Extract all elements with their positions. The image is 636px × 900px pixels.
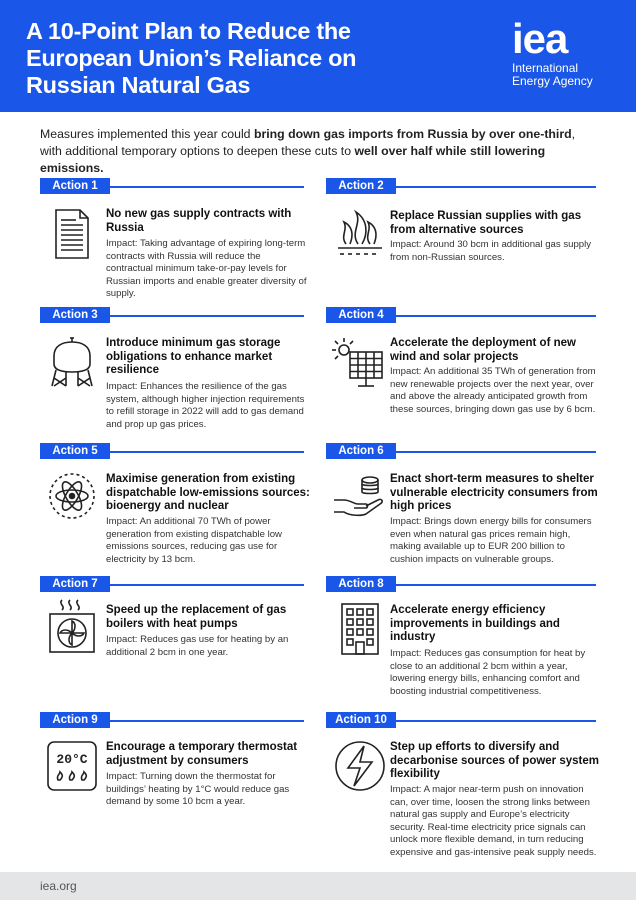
building-icon [332, 600, 388, 656]
action-3-impact: Impact: Enhances the resilience of the gas system, although higher injection requirements to refill storage in 2022 will add to gas demand and prop up gas prices. [106, 381, 305, 430]
intro-text [40, 126, 600, 177]
action-3-header [40, 307, 304, 323]
action-6-impact: Impact: Brings down energy bills for consumers even when natural gas prices remain high, making available up to EUR 200 billion to cushion impacts on vulnerable groups. [390, 516, 592, 565]
action-6-header [326, 443, 596, 459]
intro-part1: Measures implemented this year could [40, 127, 254, 141]
action-4-header [326, 307, 596, 323]
action-9-impact: Impact: Turning down the thermostat for buildings’ heating by 1°C would reduce gas demand by some 10 bcm a year. [106, 771, 290, 807]
action-2-impact: Impact: Around 30 bcm in additional gas supply from non-Russian sources. [390, 239, 592, 263]
action-8-tag: Action 8 [326, 576, 396, 592]
action-10-impact: Impact: A major near-term push on innovation can, over time, loosen the strong links between natural gas supply and Europe’s electricity security. Real-time electricity price signals can unlock more flexible demand, in turn reducing expensive and gas-intensive peak supply needs. [390, 784, 597, 858]
divider [396, 720, 596, 722]
lightning-bolt-icon [332, 738, 388, 794]
action-2-tag: Action 2 [326, 178, 396, 194]
action-5-impact: Impact: An additional 70 TWh of power generation from existing dispatchable low emissions sources, reducing gas use for electricity by 13 bcm. [106, 516, 282, 565]
intro-bold1: bring down gas imports from Russia by over one-third [253, 127, 572, 141]
divider [396, 186, 596, 188]
action-8-impact: Impact: Reduces gas consumption for heat by close to an additional 2 bcm within a year, lowering energy bills, enhancing comfort and boosting industrial competitiveness. [390, 648, 586, 697]
divider [396, 451, 596, 453]
divider [110, 315, 304, 317]
action-4-tag: Action 4 [326, 307, 396, 323]
action-4-impact: Impact: An additional 35 TWh of generation from new renewable projects over the next year, over and above the already anticipated growth from these sources, bringing down gas use by 6 bcm. [390, 366, 596, 415]
action-8-header [326, 576, 596, 592]
hand-coins-icon [330, 470, 386, 526]
action-5-title: Maximise generation from existing dispatchable low-emissions sources: bioenergy and nuclear [106, 473, 310, 512]
action-4-title: Accelerate the deployment of new wind and solar projects [390, 337, 576, 363]
action-7-header [40, 576, 304, 592]
action-5-tag: Action 5 [40, 443, 110, 459]
solar-panel-icon [330, 334, 386, 390]
thermostat-display: 20°C [56, 752, 88, 767]
intro-bold2: well over half while still lowering emissions. [40, 144, 546, 175]
action-10-header [326, 712, 596, 728]
action-2-title: Replace Russian supplies with gas from alternative sources [390, 210, 582, 236]
action-6-tag: Action 6 [326, 443, 396, 459]
logo-name-line1: International [512, 61, 579, 75]
divider [110, 720, 304, 722]
action-1-header [40, 178, 304, 194]
divider [396, 584, 596, 586]
action-9-header [40, 712, 304, 728]
action-7-impact: Impact: Reduces gas use for heating by an additional 2 bcm in one year. [106, 634, 289, 658]
action-5-header [40, 443, 304, 459]
action-9-title: Encourage a temporary thermostat adjustment by consumers [106, 741, 298, 767]
logo-name-line2: Energy Agency [512, 74, 593, 88]
action-10-title: Step up efforts to diversify and decarbonise sources of power system flexibility [390, 741, 599, 780]
header-banner [0, 0, 636, 112]
action-7-title: Speed up the replacement of gas boilers with heat pumps [106, 604, 287, 630]
iea-logo [512, 15, 593, 88]
divider [110, 186, 304, 188]
action-9-tag: Action 9 [40, 712, 110, 728]
action-1-impact: Impact: Taking advantage of expiring long-term contracts with Russia will reduce the contractual minimum take-or-pay levels for Russian imports and enable greater diversity of supply. [106, 238, 307, 299]
action-2-header [326, 178, 596, 194]
footer [0, 872, 636, 900]
action-3-title: Introduce minimum gas storage obligations to enhance market resilience [106, 337, 281, 376]
gas-flame-icon [332, 204, 388, 260]
thermostat-icon [44, 738, 100, 794]
action-1-tag: Action 1 [40, 178, 110, 194]
action-7-tag: Action 7 [40, 576, 110, 592]
document-icon [44, 206, 100, 262]
gas-storage-tank-icon [44, 334, 100, 390]
action-6-title: Enact short-term measures to shelter vulnerable electricity consumers from high prices [390, 473, 598, 512]
page-title: A 10-Point Plan to Reduce the European Union’s Reliance on Russian Natural Gas [26, 18, 357, 98]
action-1-title: No new gas supply contracts with Russia [106, 208, 292, 234]
logo-mark: iea [512, 15, 568, 62]
atom-icon [44, 468, 100, 524]
action-3-tag: Action 3 [40, 307, 110, 323]
action-10-tag: Action 10 [326, 712, 396, 728]
heat-pump-icon [44, 598, 100, 654]
divider [110, 451, 304, 453]
action-8-title: Accelerate energy efficiency improvements in buildings and industry [390, 604, 560, 643]
divider [396, 315, 596, 317]
divider [110, 584, 304, 586]
intro-part2: , with additional temporary options to deepen these cuts to [40, 127, 576, 158]
footer-link[interactable]: iea.org [40, 879, 77, 893]
